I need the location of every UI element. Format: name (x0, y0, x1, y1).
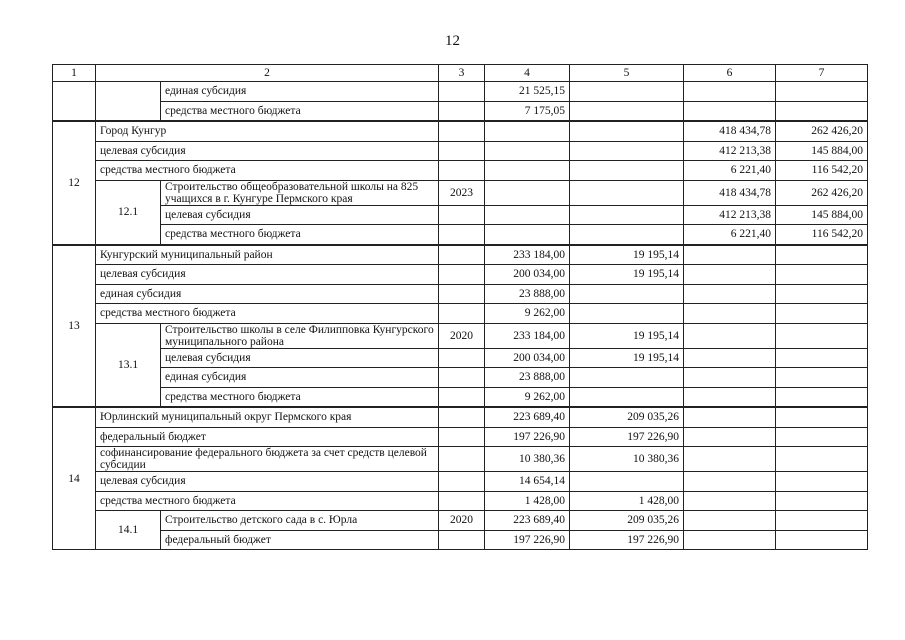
row-name: средства местного бюджета (96, 161, 439, 181)
value-cell (570, 284, 684, 304)
row-name: средства местного бюджета (161, 387, 439, 407)
year-cell (439, 530, 485, 550)
value-cell (570, 205, 684, 225)
table-row (53, 323, 868, 348)
value-cell: 1 428,00 (570, 491, 684, 511)
value-cell: 19 195,14 (570, 323, 684, 348)
value-cell: 223 689,40 (485, 407, 570, 427)
row-name: единая субсидия (161, 82, 439, 102)
table-row (53, 407, 868, 427)
value-cell (684, 472, 776, 492)
year-cell: 2023 (439, 180, 485, 205)
value-cell (684, 304, 776, 324)
value-cell: 10 380,36 (570, 447, 684, 472)
subrow-number-cell: 13.1 (96, 323, 161, 407)
value-cell (684, 245, 776, 265)
year-cell (439, 407, 485, 427)
value-cell (776, 387, 868, 407)
value-cell: 9 262,00 (485, 304, 570, 324)
year-cell (439, 491, 485, 511)
year-cell (439, 447, 485, 472)
value-cell (684, 491, 776, 511)
value-cell (684, 407, 776, 427)
value-cell: 418 434,78 (684, 121, 776, 141)
value-cell (570, 141, 684, 161)
value-cell (684, 387, 776, 407)
table-row (53, 265, 868, 285)
value-cell (485, 161, 570, 181)
table-row (53, 472, 868, 492)
value-cell: 262 426,20 (776, 121, 868, 141)
row-name: целевая субсидия (161, 348, 439, 368)
table-row (53, 491, 868, 511)
year-cell (439, 205, 485, 225)
year-cell (439, 265, 485, 285)
year-cell (439, 245, 485, 265)
table-row (53, 368, 868, 388)
budget-table (52, 64, 868, 550)
header-cell: 6 (684, 65, 776, 82)
table-row (53, 161, 868, 181)
value-cell: 223 689,40 (485, 511, 570, 531)
table-row (53, 141, 868, 161)
value-cell: 6 221,40 (684, 225, 776, 245)
value-cell (570, 225, 684, 245)
value-cell: 197 226,90 (570, 530, 684, 550)
subrow-number-cell (96, 82, 161, 122)
value-cell (570, 101, 684, 121)
row-name: средства местного бюджета (161, 225, 439, 245)
value-cell: 197 226,90 (485, 427, 570, 447)
value-cell: 1 428,00 (485, 491, 570, 511)
year-cell (439, 368, 485, 388)
year-cell (439, 121, 485, 141)
table-row (53, 82, 868, 102)
row-name: Строительство детского сада в с. Юрла (161, 511, 439, 531)
value-cell: 7 175,05 (485, 101, 570, 121)
value-cell (570, 387, 684, 407)
value-cell: 197 226,90 (570, 427, 684, 447)
value-cell (570, 180, 684, 205)
header-cell: 5 (570, 65, 684, 82)
year-cell (439, 472, 485, 492)
header-cell: 4 (485, 65, 570, 82)
table-row (53, 387, 868, 407)
value-cell: 200 034,00 (485, 348, 570, 368)
value-cell: 21 525,15 (485, 82, 570, 102)
value-cell: 209 035,26 (570, 511, 684, 531)
value-cell (485, 225, 570, 245)
subrow-number-cell: 14.1 (96, 511, 161, 550)
value-cell (570, 472, 684, 492)
row-number-cell: 14 (53, 407, 96, 550)
row-name: Город Кунгур (96, 121, 439, 141)
value-cell: 233 184,00 (485, 323, 570, 348)
year-cell (439, 161, 485, 181)
year-cell (439, 387, 485, 407)
year-cell (439, 348, 485, 368)
value-cell (485, 141, 570, 161)
value-cell: 10 380,36 (485, 447, 570, 472)
value-cell: 116 542,20 (776, 225, 868, 245)
table-row (53, 180, 868, 205)
row-name: Строительство общеобразовательной школы на 825 учащихся в г. Кунгуре Пермского края (161, 180, 439, 205)
value-cell (684, 82, 776, 102)
value-cell: 19 195,14 (570, 348, 684, 368)
value-cell (684, 447, 776, 472)
table-row (53, 284, 868, 304)
value-cell (776, 472, 868, 492)
value-cell: 19 195,14 (570, 265, 684, 285)
table-row (53, 530, 868, 550)
table-row (53, 101, 868, 121)
value-cell (776, 447, 868, 472)
value-cell (776, 323, 868, 348)
row-name: Строительство школы в селе Филипповка Кунгурского муниципального района (161, 323, 439, 348)
value-cell (776, 368, 868, 388)
value-cell: 116 542,20 (776, 161, 868, 181)
value-cell (570, 304, 684, 324)
table-row (53, 348, 868, 368)
year-cell (439, 284, 485, 304)
value-cell (570, 82, 684, 102)
value-cell: 197 226,90 (485, 530, 570, 550)
table-row (53, 245, 868, 265)
value-cell (570, 368, 684, 388)
subrow-number-cell: 12.1 (96, 180, 161, 245)
value-cell (570, 161, 684, 181)
value-cell (684, 427, 776, 447)
value-cell (684, 265, 776, 285)
value-cell (776, 530, 868, 550)
year-cell (439, 427, 485, 447)
row-number-cell: 13 (53, 245, 96, 408)
value-cell (776, 491, 868, 511)
value-cell: 145 884,00 (776, 205, 868, 225)
row-name: целевая субсидия (96, 141, 439, 161)
year-cell: 2020 (439, 323, 485, 348)
header-cell: 7 (776, 65, 868, 82)
header-cell: 2 (96, 65, 439, 82)
value-cell (485, 205, 570, 225)
row-name: целевая субсидия (161, 205, 439, 225)
header-cell: 3 (439, 65, 485, 82)
year-cell: 2020 (439, 511, 485, 531)
row-number-cell: 12 (53, 121, 96, 245)
year-cell (439, 141, 485, 161)
row-name: средства местного бюджета (96, 304, 439, 324)
row-name: Кунгурский муниципальный район (96, 245, 439, 265)
table-row (53, 511, 868, 531)
value-cell: 23 888,00 (485, 368, 570, 388)
value-cell: 6 221,40 (684, 161, 776, 181)
table-row (53, 121, 868, 141)
value-cell: 200 034,00 (485, 265, 570, 285)
value-cell: 209 035,26 (570, 407, 684, 427)
value-cell: 19 195,14 (570, 245, 684, 265)
value-cell (485, 121, 570, 141)
value-cell (776, 427, 868, 447)
row-name: федеральный бюджет (96, 427, 439, 447)
table-row (53, 427, 868, 447)
value-cell (684, 323, 776, 348)
year-cell (439, 82, 485, 102)
row-name: целевая субсидия (96, 265, 439, 285)
value-cell (485, 180, 570, 205)
value-cell: 14 654,14 (485, 472, 570, 492)
value-cell (776, 245, 868, 265)
value-cell (684, 368, 776, 388)
value-cell (776, 82, 868, 102)
value-cell (776, 265, 868, 285)
value-cell (776, 304, 868, 324)
value-cell: 233 184,00 (485, 245, 570, 265)
page-number: 12 (445, 33, 460, 49)
table-row (53, 304, 868, 324)
value-cell: 23 888,00 (485, 284, 570, 304)
row-number-cell (53, 82, 96, 122)
value-cell (776, 284, 868, 304)
value-cell (776, 407, 868, 427)
row-name: единая субсидия (96, 284, 439, 304)
value-cell (570, 121, 684, 141)
year-cell (439, 225, 485, 245)
row-name: единая субсидия (161, 368, 439, 388)
row-name: целевая субсидия (96, 472, 439, 492)
row-name: Юрлинский муниципальный округ Пермского края (96, 407, 439, 427)
value-cell: 145 884,00 (776, 141, 868, 161)
value-cell: 412 213,38 (684, 205, 776, 225)
value-cell (684, 530, 776, 550)
value-cell (776, 101, 868, 121)
value-cell (776, 511, 868, 531)
value-cell: 412 213,38 (684, 141, 776, 161)
year-cell (439, 101, 485, 121)
row-name: софинансирование федерального бюджета за счет средств целевой субсидии (96, 447, 439, 472)
value-cell (684, 348, 776, 368)
value-cell (684, 511, 776, 531)
value-cell (684, 101, 776, 121)
value-cell: 9 262,00 (485, 387, 570, 407)
value-cell: 262 426,20 (776, 180, 868, 205)
table-row (53, 225, 868, 245)
year-cell (439, 304, 485, 324)
value-cell (684, 284, 776, 304)
row-name: средства местного бюджета (96, 491, 439, 511)
value-cell (776, 348, 868, 368)
value-cell: 418 434,78 (684, 180, 776, 205)
row-name: средства местного бюджета (161, 101, 439, 121)
row-name: федеральный бюджет (161, 530, 439, 550)
table-row (53, 447, 868, 472)
header-row (53, 65, 868, 82)
table-row (53, 205, 868, 225)
header-cell: 1 (53, 65, 96, 82)
